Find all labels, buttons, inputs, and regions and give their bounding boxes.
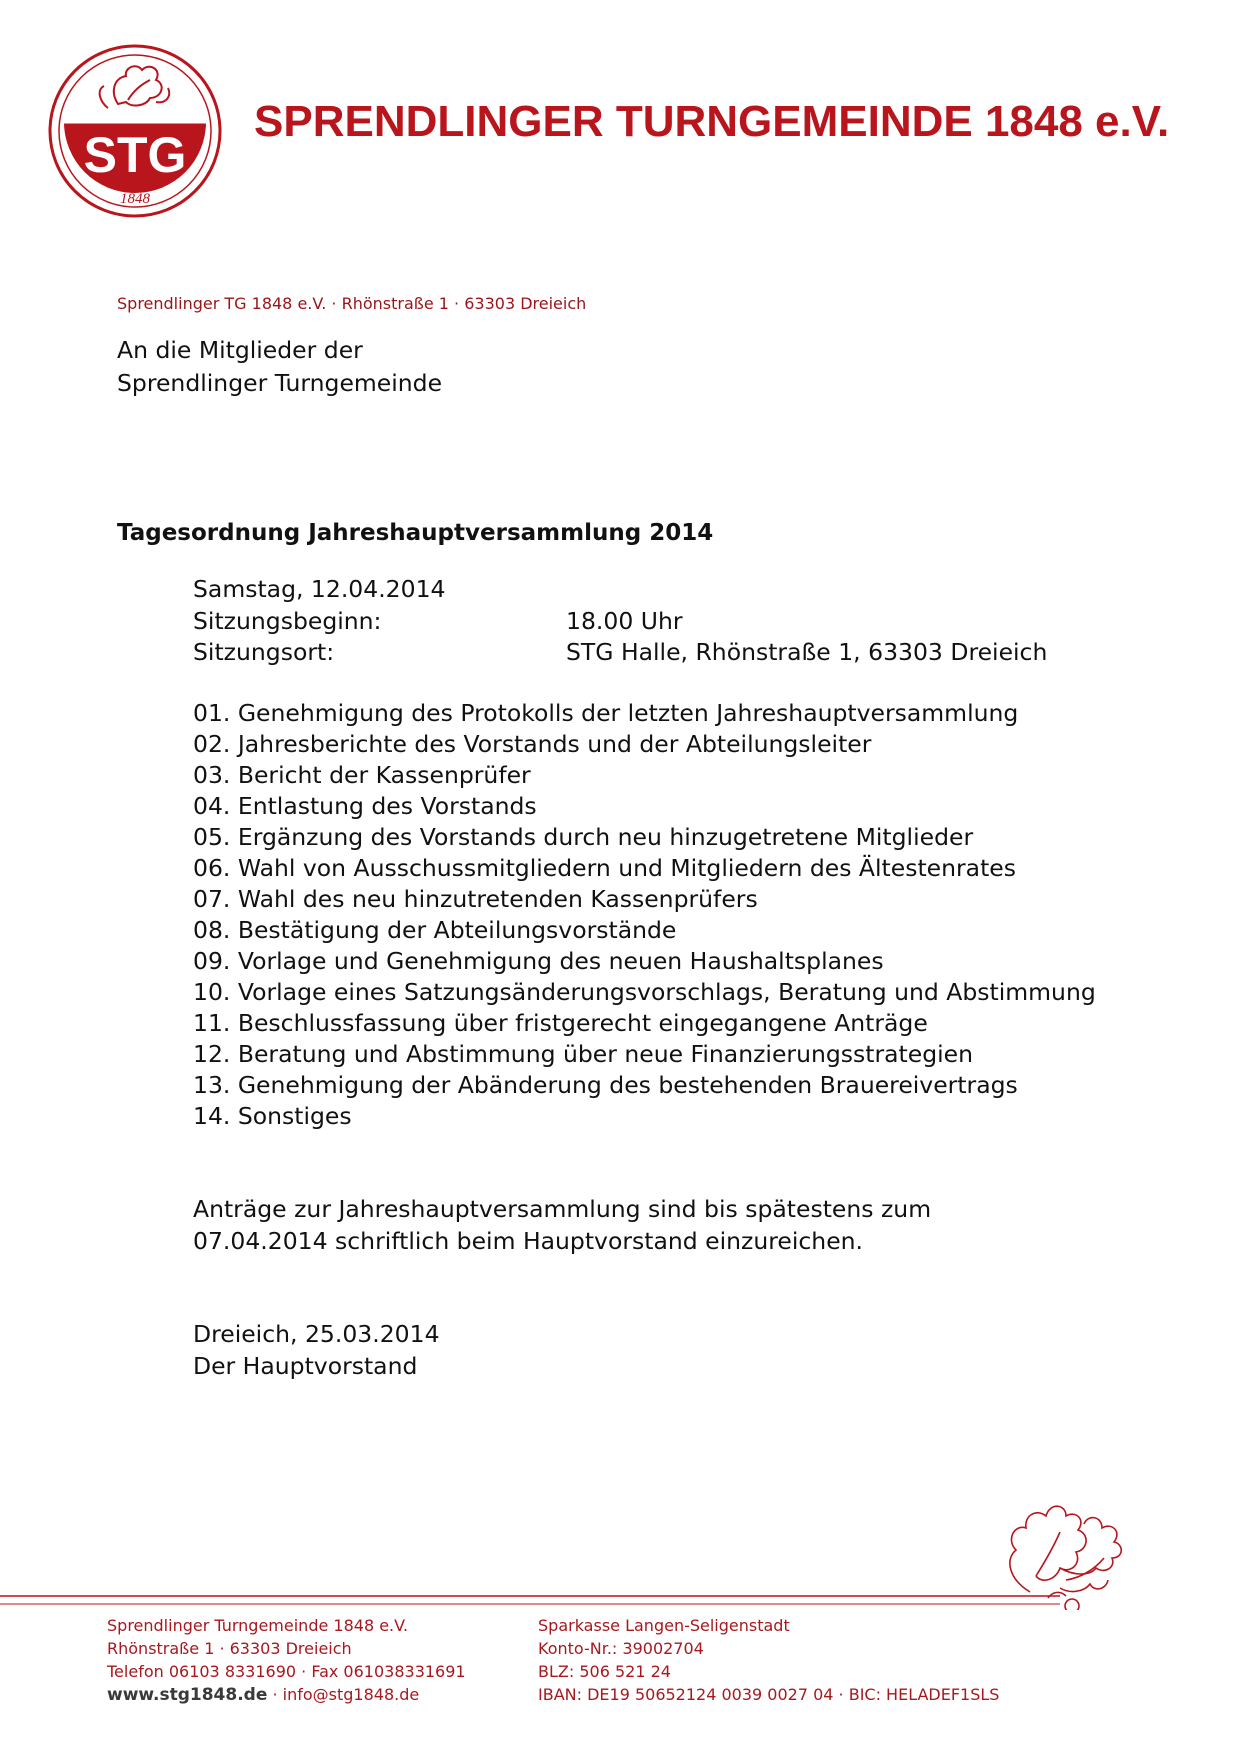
footer-phone-fax: Telefon 06103 8331690 · Fax 061038331691 xyxy=(107,1662,466,1681)
agenda-title: Tagesordnung Jahreshauptversammlung 2014 xyxy=(117,520,714,546)
logo-letters: STG xyxy=(83,127,187,183)
footer-decoration xyxy=(0,1480,1239,1610)
account-number: Konto-Nr.: 39002704 xyxy=(538,1639,704,1658)
meeting-date xyxy=(193,574,445,606)
iban-bic: IBAN: DE19 50652124 0039 0027 04 · BIC: HELADEF1SLS xyxy=(538,1685,1000,1704)
organization-title: SPRENDLINGER TURNGEMEINDE 1848 e.V. xyxy=(254,97,1170,146)
website-link[interactable]: www.stg1848.de xyxy=(107,1685,268,1705)
agenda-item: 09. Vorlage und Genehmigung des neuen Haushaltsplanes xyxy=(193,947,884,975)
agenda-item: 06. Wahl von Ausschussmitgliedern und Mitgliedern des Ältestenrates xyxy=(193,854,1016,882)
agenda-item: 08. Bestätigung der Abteilungsvorstände xyxy=(193,916,677,944)
agenda-item: 13. Genehmigung der Abänderung des bestehenden Brauereivertrags xyxy=(193,1071,1018,1099)
note-line: 07.04.2014 schriftlich beim Hauptvorstand einzureichen. xyxy=(193,1226,864,1255)
agenda-item: 12. Beratung und Abstimmung über neue Finanzierungsstrategien xyxy=(193,1040,974,1068)
place-date: Dreieich, 25.03.2014 xyxy=(193,1320,440,1348)
stg-logo xyxy=(48,44,222,218)
signature-block xyxy=(193,1319,440,1382)
agenda-item: 11. Beschlussfassung über fristgerecht eingegangene Anträge xyxy=(193,1009,928,1037)
agenda-item: 05. Ergänzung des Vorstands durch neu hinzugetretene Mitglieder xyxy=(193,823,974,851)
meeting-date-text: Samstag, 12.04.2014 xyxy=(193,575,446,603)
note-line: Anträge zur Jahreshauptversammlung sind bis spätestens zum xyxy=(193,1195,932,1223)
email-link[interactable]: · info@stg1848.de xyxy=(267,1685,420,1704)
agenda-item: 04. Entlastung des Vorstands xyxy=(193,792,537,820)
recipient-line: An die Mitglieder der xyxy=(117,336,363,364)
footer-address: Rhönstraße 1 · 63303 Dreieich xyxy=(107,1639,352,1658)
agenda-item: 07. Wahl des neu hinzutretenden Kassenprüfers xyxy=(193,885,758,913)
footer-org-name: Sprendlinger Turngemeinde 1848 e.V. xyxy=(107,1616,409,1635)
signer: Der Hauptvorstand xyxy=(193,1351,418,1380)
agenda-list xyxy=(193,698,1096,1132)
oak-leaf-icon xyxy=(1010,1506,1121,1610)
meeting-start-label: Sitzungsbeginn: xyxy=(193,606,382,635)
recipient-block xyxy=(117,334,442,400)
agenda-item: 02. Jahresberichte des Vorstands und der Abteilungsleiter xyxy=(193,730,872,758)
agenda-item: 03. Bericht der Kassenprüfer xyxy=(193,761,531,789)
footer-bank-details xyxy=(538,1614,999,1706)
submission-note xyxy=(193,1194,931,1257)
logo-year: 1848 xyxy=(120,191,150,207)
meeting-info xyxy=(193,574,1048,669)
meeting-start-value: 18.00 Uhr xyxy=(566,606,683,635)
footer-contact xyxy=(107,1614,466,1707)
meeting-place-label: Sitzungsort: xyxy=(193,638,335,666)
meeting-place-row xyxy=(193,637,1048,669)
footer-web-row xyxy=(107,1683,466,1707)
meeting-start-row xyxy=(193,606,683,638)
agenda-item: 01. Genehmigung des Protokolls der letzten Jahreshauptversammlung xyxy=(193,699,1019,727)
recipient-line: Sprendlinger Turngemeinde xyxy=(117,369,443,397)
bank-name: Sparkasse Langen-Seligenstadt xyxy=(538,1616,790,1635)
sender-address-line: Sprendlinger TG 1848 e.V. · Rhönstraße 1 · 63303 Dreieich xyxy=(117,294,587,313)
meeting-place-value: STG Halle, Rhönstraße 1, 63303 Dreieich xyxy=(566,638,1048,666)
bank-code: BLZ: 506 521 24 xyxy=(538,1662,671,1681)
agenda-item: 14. Sonstiges xyxy=(193,1102,352,1130)
agenda-item: 10. Vorlage eines Satzungsänderungsvorschlags, Beratung und Abstimmung xyxy=(193,978,1096,1006)
